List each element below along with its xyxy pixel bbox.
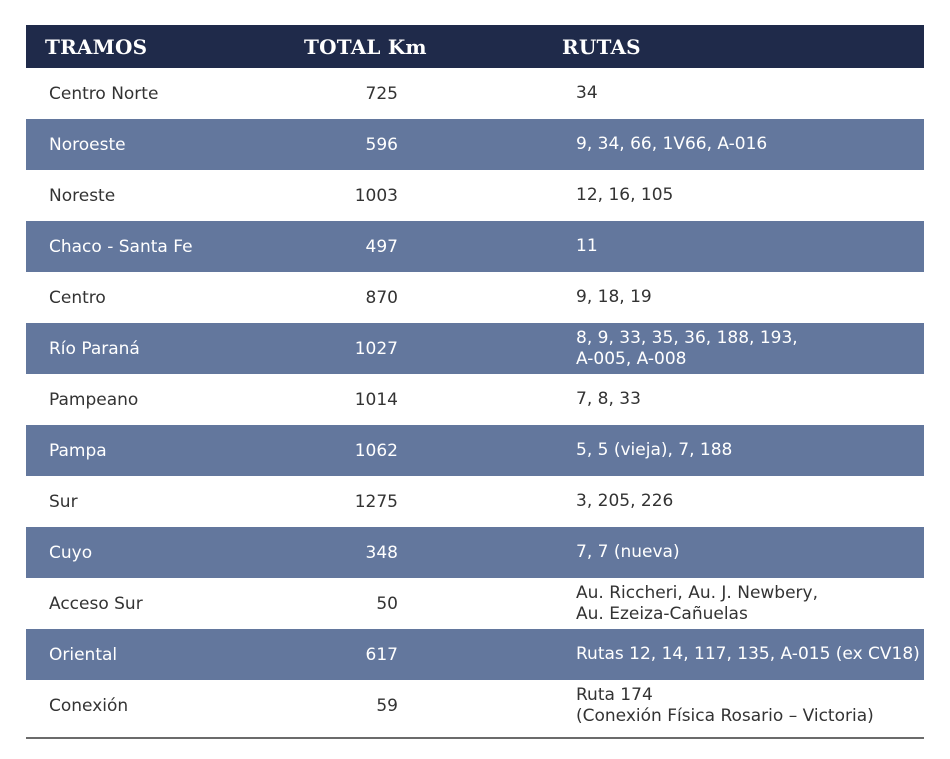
km-cell: 870 [365,287,398,308]
table-row [26,221,924,272]
rutas-cell: 7, 8, 33 [576,389,641,409]
tramo-cell: Sur [49,491,78,512]
rutas-cell: 5, 5 (vieja), 7, 188 [576,440,733,460]
km-cell: 497 [365,236,398,257]
tramo-cell: Noreste [49,185,116,206]
km-cell: 617 [365,644,398,665]
km-cell: 596 [365,134,398,155]
rutas-cell: 7, 7 (nueva) [576,542,680,562]
km-cell: 1014 [354,389,398,410]
header-rutas: RUTAS [562,35,641,59]
tramo-cell: Cuyo [49,542,93,563]
tramo-cell: Río Paraná [49,338,140,359]
rutas-cell: 9, 34, 66, 1V66, A-016 [576,134,768,154]
table-row [26,68,924,119]
rutas-cell: Ruta 174 (Conexión Física Rosario – Victoria) [576,684,874,726]
km-cell: 50 [376,593,398,614]
km-cell: 1275 [354,491,398,512]
table-row [26,476,924,527]
km-cell: 1062 [354,440,398,461]
rutas-cell: 8, 9, 33, 35, 36, 188, 193, A-005, A-008 [576,327,798,369]
header-total-km: TOTAL Km [304,35,427,59]
table-row [26,578,924,629]
tramo-cell: Noroeste [49,134,126,155]
table-row [26,629,924,680]
table-row [26,680,924,731]
km-cell: 348 [365,542,398,563]
header-tramos: TRAMOS [45,35,148,59]
table-row [26,323,924,374]
tramo-cell: Acceso Sur [49,593,143,614]
rutas-cell: Au. Riccheri, Au. J. Newbery, Au. Ezeiza-Cañuelas [576,582,819,624]
km-cell: 725 [365,83,398,104]
tramos-table [26,25,924,731]
rutas-cell: 3, 205, 226 [576,491,674,511]
tramo-cell: Pampeano [49,389,139,410]
tramo-cell: Oriental [49,644,118,665]
bottom-divider [26,737,924,739]
km-cell: 1027 [354,338,398,359]
rutas-cell: 9, 18, 19 [576,287,652,307]
tramo-cell: Chaco - Santa Fe [49,236,193,257]
tramo-cell: Conexión [49,695,129,716]
table-row [26,170,924,221]
table-row [26,527,924,578]
rutas-cell: 12, 16, 105 [576,185,674,205]
table-row [26,374,924,425]
table-header [26,25,924,68]
table-row [26,119,924,170]
tramo-cell: Centro Norte [49,83,159,104]
rutas-cell: Rutas 12, 14, 117, 135, A-015 (ex CV18) [576,644,920,664]
rutas-cell: 34 [576,83,598,103]
rutas-cell: 11 [576,236,598,256]
km-cell: 59 [376,695,398,716]
table-row [26,425,924,476]
tramo-cell: Pampa [49,440,107,461]
km-cell: 1003 [354,185,398,206]
table-row [26,272,924,323]
tramo-cell: Centro [49,287,106,308]
